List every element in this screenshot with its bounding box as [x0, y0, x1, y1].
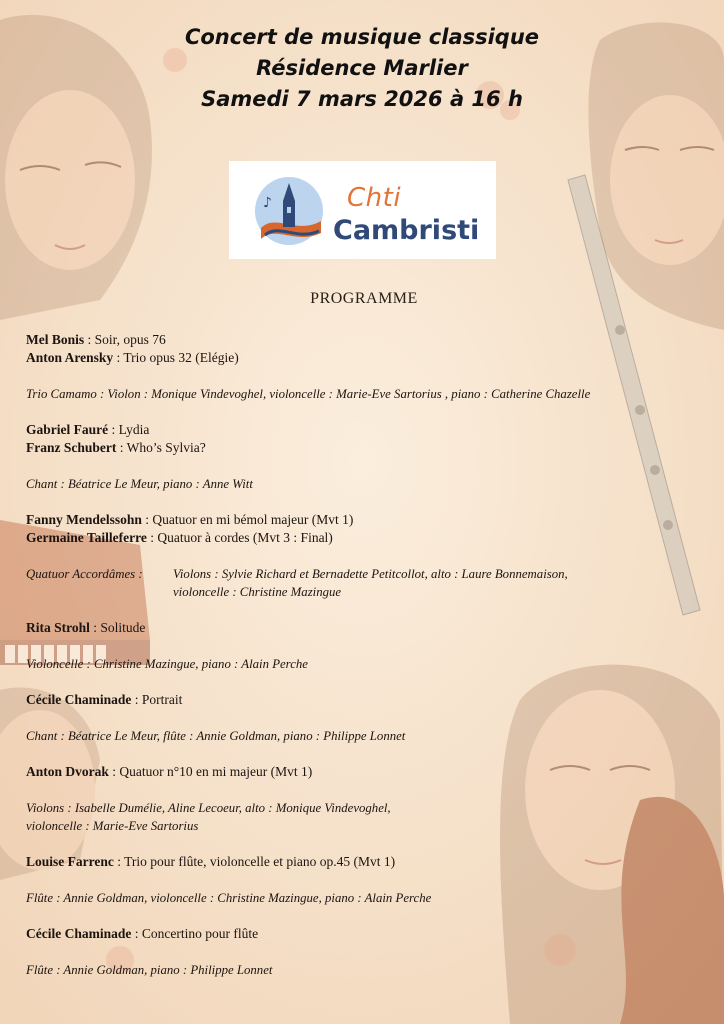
ensemble-name: Quatuor Accordâmes :	[26, 567, 143, 581]
program-item	[26, 529, 706, 547]
program-item	[26, 349, 706, 367]
programme-list	[26, 331, 706, 979]
event-date: Samedi 7 mars 2026 à 16 h	[201, 87, 523, 111]
work-title: : Lydia	[108, 422, 150, 437]
event-header	[0, 22, 724, 115]
svg-text:♪: ♪	[263, 195, 272, 211]
composer-name: Cécile Chaminade	[26, 926, 132, 941]
performers-line: Chant : Béatrice Le Meur, piano : Anne Witt	[26, 477, 253, 491]
program-item	[26, 853, 706, 871]
chti-cambristi-logo	[229, 161, 496, 259]
performers-line: Flûte : Annie Goldman, violoncelle : Christine Mazingue, piano : Alain Perche	[26, 891, 432, 905]
program-item	[26, 439, 706, 457]
composer-name: Anton Arensky	[26, 350, 114, 365]
logo-word-cambristi: Cambristi	[333, 215, 480, 246]
work-title: : Solitude	[89, 620, 146, 635]
work-title: : Quatuor à cordes (Mvt 3 : Final)	[146, 530, 333, 545]
work-title: : Trio opus 32 (Elégie)	[113, 350, 239, 365]
program-item	[26, 511, 706, 529]
composer-name: Cécile Chaminade	[26, 692, 132, 707]
composer-name: Gabriel Fauré	[26, 422, 109, 437]
program-item	[26, 763, 706, 781]
program-item	[26, 421, 706, 439]
program-item	[26, 331, 706, 349]
program-item	[26, 691, 706, 709]
performers-line: Trio Camamo : Violon : Monique Vindevoghel, violoncelle : Marie-Eve Sartorius , piano : Catherine Chazelle	[26, 387, 591, 401]
performers-line: Violons : Isabelle Dumélie, Aline Lecoeur, alto : Monique Vindevoghel,	[26, 801, 391, 815]
work-title: : Who’s Sylvia?	[116, 440, 206, 455]
programme-heading: PROGRAMME	[310, 290, 418, 307]
work-title: : Quatuor en mi bémol majeur (Mvt 1)	[141, 512, 354, 527]
composer-name: Fanny Mendelssohn	[26, 512, 142, 527]
work-title: : Soir, opus 76	[84, 332, 166, 347]
composer-name: Louise Farrenc	[26, 854, 114, 869]
composer-name: Rita Strohl	[26, 620, 90, 635]
performers-line: Violons : Sylvie Richard et Bernadette Petitcollot, alto : Laure Bonnemaison,	[173, 567, 568, 581]
venue-name: Résidence Marlier	[256, 56, 468, 80]
composer-name: Mel Bonis	[26, 332, 85, 347]
performers-line: violoncelle : Christine Mazingue	[173, 585, 342, 599]
logo-emblem-icon	[251, 173, 329, 249]
composer-name: Anton Dvorak	[26, 764, 109, 779]
work-title: : Trio pour flûte, violoncelle et piano op.45 (Mvt 1)	[113, 854, 396, 869]
work-title: : Portrait	[131, 692, 183, 707]
concert-title: Concert de musique classique	[184, 25, 540, 49]
performers-line: violoncelle : Marie-Eve Sartorius	[26, 819, 199, 833]
logo-word-chti: Chti	[347, 183, 402, 213]
composer-name: Franz Schubert	[26, 440, 117, 455]
performers-line: Violoncelle : Christine Mazingue, piano : Alain Perche	[26, 657, 308, 671]
work-title: : Quatuor n°10 en mi majeur (Mvt 1)	[108, 764, 313, 779]
program-item	[26, 619, 706, 637]
performers-block	[26, 565, 706, 601]
performers-line: Flûte : Annie Goldman, piano : Philippe Lonnet	[26, 963, 273, 977]
performers-line: Chant : Béatrice Le Meur, flûte : Annie Goldman, piano : Philippe Lonnet	[26, 729, 406, 743]
program-item	[26, 925, 706, 943]
work-title: : Concertino pour flûte	[131, 926, 259, 941]
composer-name: Germaine Tailleferre	[26, 530, 147, 545]
